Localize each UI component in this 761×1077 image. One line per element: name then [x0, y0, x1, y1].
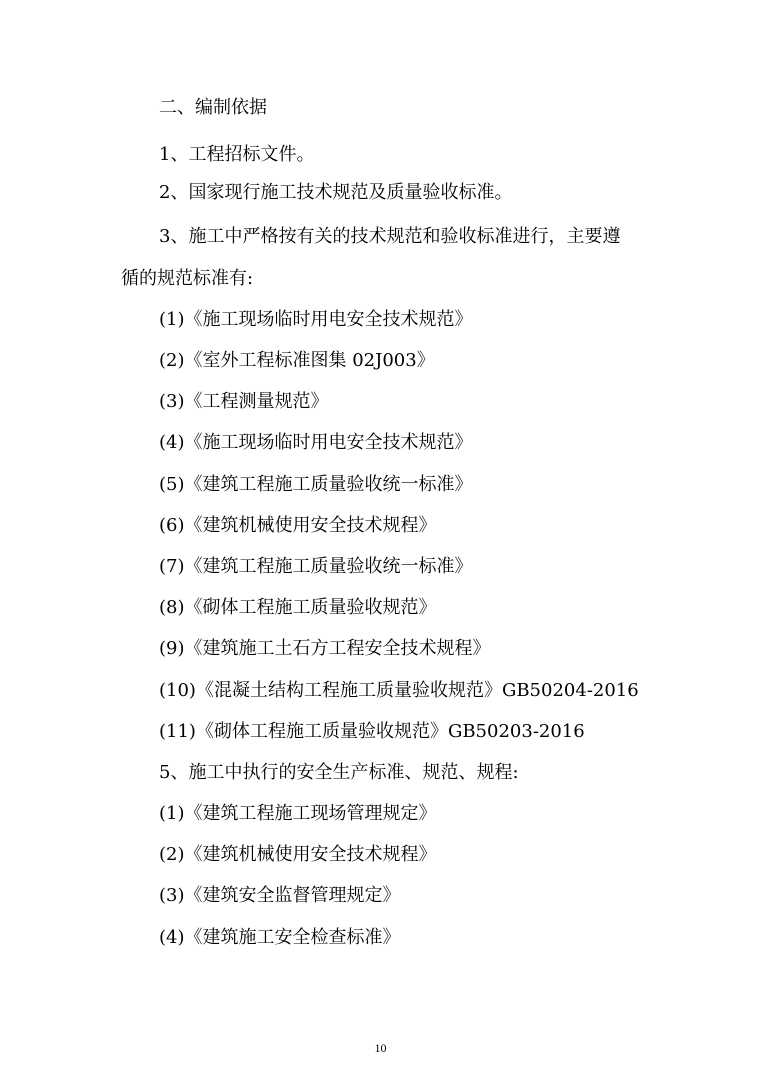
safety-standard-item: (1)《建筑工程施工现场管理规定》	[159, 803, 437, 824]
basis-item-3-line-2: 循的规范标准有:	[121, 268, 254, 289]
standard-item: (11)《砌体工程施工质量验收规范》GB50203-2016	[159, 721, 585, 742]
standard-item: (3)《工程测量规范》	[159, 391, 329, 412]
standard-item: (2)《室外工程标准图集 02J003》	[159, 350, 435, 371]
standard-item: (6)《建筑机械使用安全技术规程》	[159, 515, 437, 536]
standard-item: (4)《施工现场临时用电安全技术规范》	[159, 432, 473, 453]
standard-item: (5)《建筑工程施工质量验收统一标准》	[159, 474, 473, 495]
standard-item: (1)《施工现场临时用电安全技术规范》	[159, 309, 473, 330]
basis-item-3-line-1: 3、施工中严格按有关的技术规范和验收标准进行，主要遵	[159, 226, 621, 247]
safety-standard-item: (2)《建筑机械使用安全技术规程》	[159, 844, 437, 865]
standard-item: (7)《建筑工程施工质量验收统一标准》	[159, 556, 473, 577]
standard-item: (10)《混凝土结构工程施工质量验收规范》GB50204-2016	[159, 680, 639, 701]
page-number: 10	[374, 1041, 387, 1055]
basis-item-1: 1、工程招标文件。	[159, 144, 315, 165]
safety-standard-item: (3)《建筑安全监督管理规定》	[159, 885, 401, 906]
basis-item-2: 2、国家现行施工技术规范及质量验收标准。	[159, 182, 513, 203]
safety-standard-item: (4)《建筑施工安全检查标准》	[159, 927, 401, 948]
standard-item: (9)《建筑施工土石方工程安全技术规程》	[159, 638, 491, 659]
basis-item-5: 5、施工中执行的安全生产标准、规范、规程:	[159, 762, 519, 783]
standard-item: (8)《砌体工程施工质量验收规范》	[159, 597, 437, 618]
section-heading: 二、编制依据	[159, 97, 267, 118]
